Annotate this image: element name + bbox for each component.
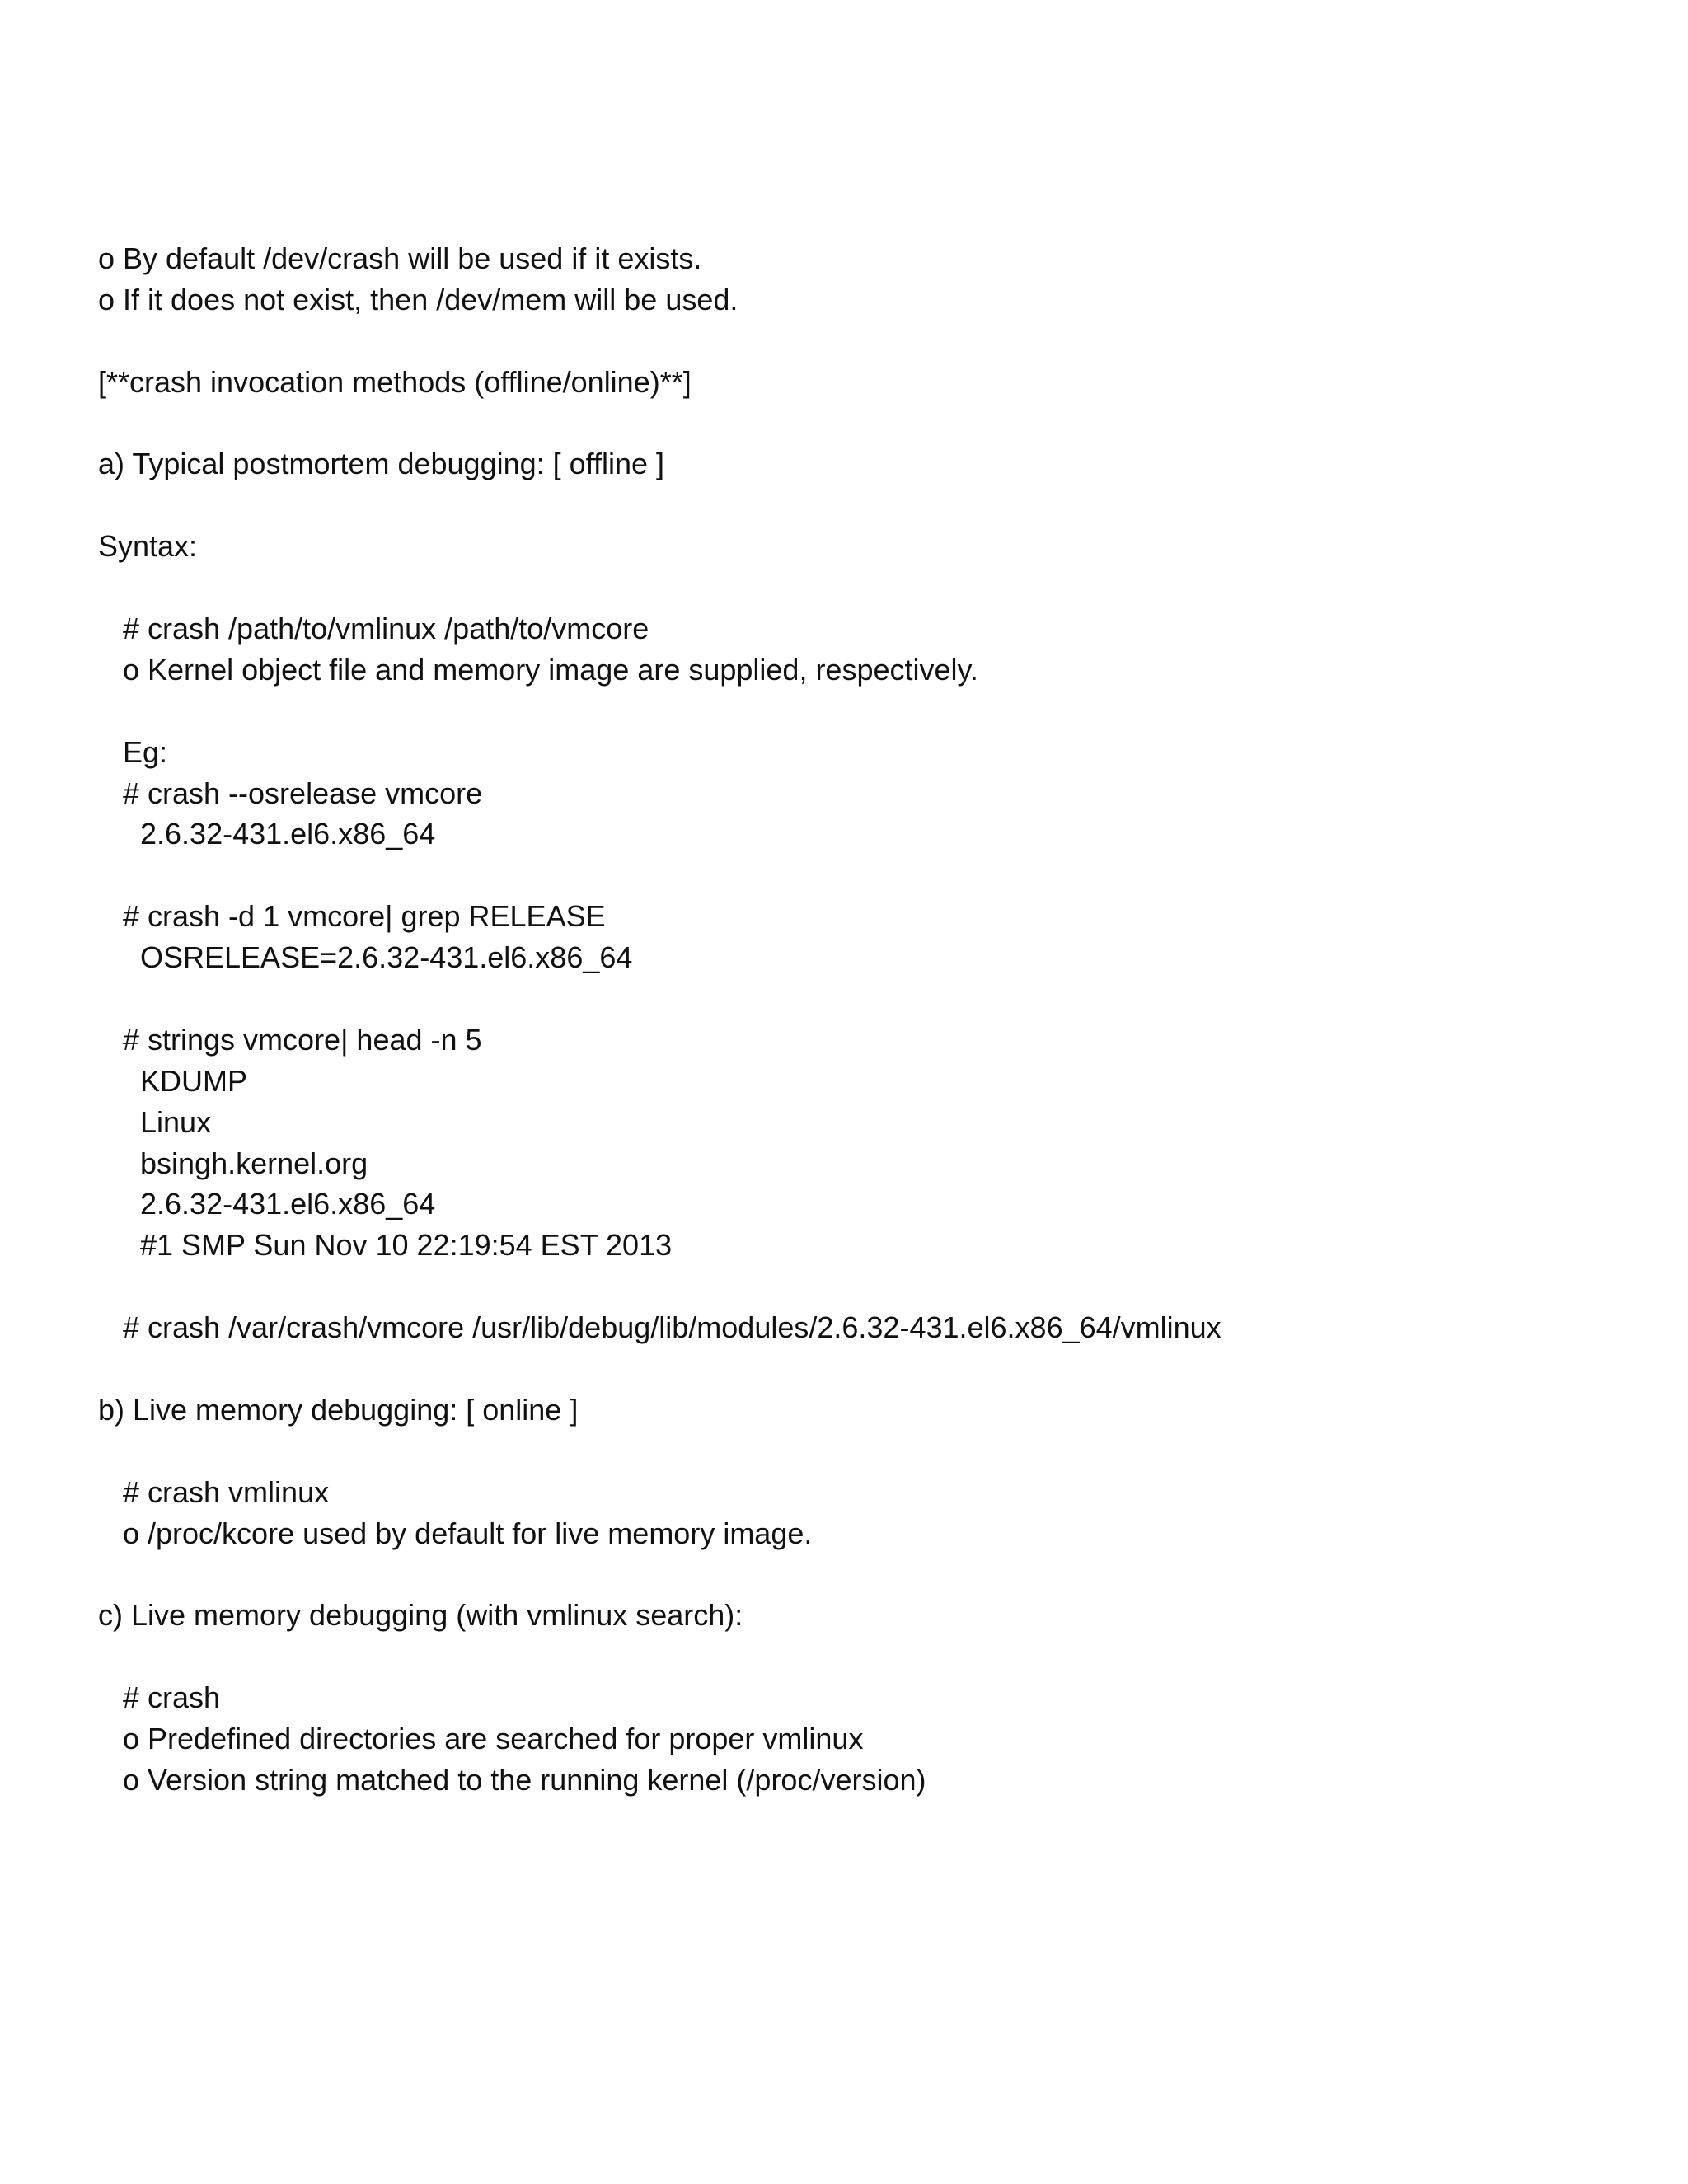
document-body [98,238,1631,1801]
text-line: Syntax: [98,529,198,564]
text-line: 2.6.32-431.el6.x86_64 [140,1187,436,1221]
blank-line [98,567,1631,608]
blank-line [98,1636,1631,1677]
text-line: o Version string matched to the running kernel (/proc/version) [123,1762,926,1797]
text-line: # crash /var/crash/vmcore /usr/lib/debug/lib/modules/2.6.32-431.el6.x86_64/vmlinux [123,1310,1221,1345]
blank-line [98,485,1631,526]
text-line: # crash -d 1 vmcore| grep RELEASE [123,899,606,934]
text-line: o If it does not exist, then /dev/mem will be used. [98,282,738,316]
blank-line [98,321,1631,362]
text-line: OSRELEASE=2.6.32-431.el6.x86_64 [140,940,633,975]
text-line: [**crash invocation methods (offline/online)**] [98,364,692,399]
blank-line [98,978,1631,1019]
text-line: KDUMP [140,1063,248,1098]
text-line: #1 SMP Sun Nov 10 22:19:54 EST 2013 [140,1228,673,1263]
text-line: o By default /dev/crash will be used if it exists. [98,241,702,275]
text-line: c) Live memory debugging (with vmlinux search): [98,1598,743,1633]
blank-line [98,1348,1631,1390]
text-line: o Predefined directories are searched for proper vmlinux [123,1722,864,1756]
blank-line [98,1554,1631,1596]
text-line: # crash --osrelease vmcore [123,776,483,810]
blank-line [98,403,1631,444]
text-line: # strings vmcore| head -n 5 [123,1022,482,1057]
text-line: # crash vmlinux [123,1474,330,1509]
text-line: Linux [140,1104,212,1139]
text-line: o /proc/kcore used by default for live memory image. [123,1516,813,1550]
blank-line [98,855,1631,896]
text-line: b) Live memory debugging: [ online ] [98,1392,579,1427]
text-line: # crash /path/to/vmlinux /path/to/vmcore [123,612,649,646]
text-line: a) Typical postmortem debugging: [ offline ] [98,447,665,481]
text-line: # crash [123,1680,221,1715]
text-line: Eg: [123,734,168,769]
text-line: bsingh.kernel.org [140,1146,368,1180]
text-line: o Kernel object file and memory image are supplied, respectively. [123,652,978,687]
blank-line [98,691,1631,732]
blank-line [98,1266,1631,1307]
text-line: 2.6.32-431.el6.x86_64 [140,817,436,851]
blank-line [98,1431,1631,1472]
